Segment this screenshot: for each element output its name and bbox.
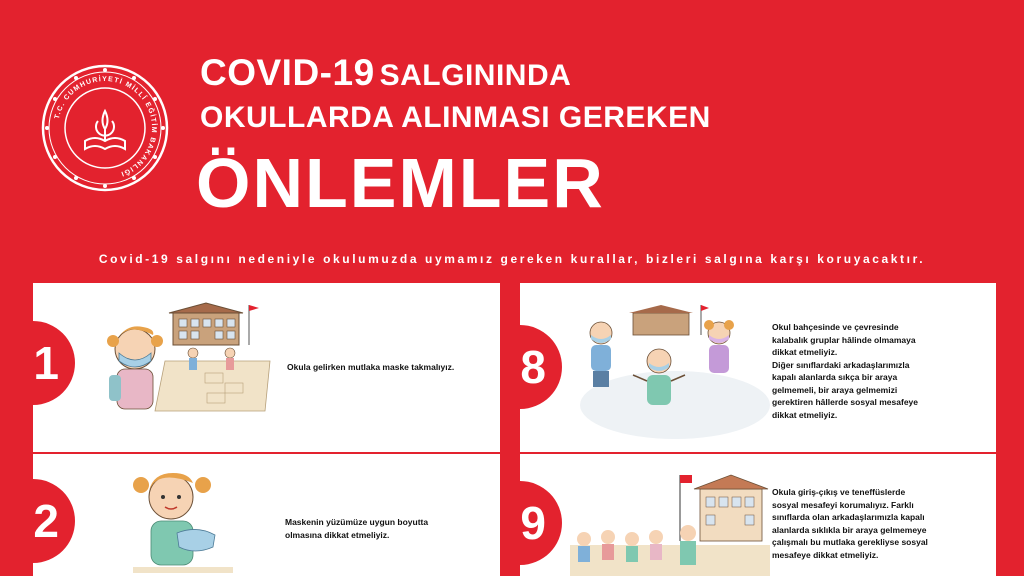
rules-card-right xyxy=(520,283,996,576)
rule-8-line: gelmemeli, bir araya gelmemizi xyxy=(772,384,898,395)
rule-number-8: 8 xyxy=(520,325,562,409)
rule-2-line: Maskenin yüzümüze uygun boyutta xyxy=(285,517,429,527)
title-line-1 xyxy=(200,52,571,94)
card-divider xyxy=(33,452,500,454)
title-line-2: OKULLARDA ALINMASI GEREKEN xyxy=(200,101,711,134)
rule-9-line: alanlarda sıklıkla bir araya gelmemeye xyxy=(772,524,927,535)
ministry-seal-logo xyxy=(40,63,170,193)
illustration-kids-distance-icon xyxy=(575,305,775,445)
rule-8-line: kapalı alanlarda sıkça bir araya xyxy=(772,372,898,382)
rule-8-line: Okul bahçesinde ve çevresinde xyxy=(772,322,899,332)
card-divider xyxy=(520,452,996,454)
rule-8-line: dikkat etmeliyiz. xyxy=(772,409,838,420)
subtitle: Covid-19 salgını nedeniyle okulumuzda uymamız gereken kurallar, bizleri salgına karşı koruyacaktır. xyxy=(98,252,926,266)
rule-9-line: Okula giriş-çıkış ve teneffüslerde xyxy=(772,487,906,497)
illustration-girl-mask-icon xyxy=(123,463,243,576)
title-covid: COVID-19 xyxy=(200,52,375,93)
rule-number-2: 2 xyxy=(33,479,75,563)
rule-9-line: sosyal mesafeyi korumalıyız. Farklı xyxy=(772,499,914,510)
illustration-school-entrance-icon xyxy=(570,471,770,576)
title-salgininda: SALGININDA xyxy=(379,59,572,92)
rule-8-line: dikkat etmeliyiz. xyxy=(772,347,838,357)
rule-2-text xyxy=(285,516,428,541)
rule-1-line: Okula gelirken mutlaka maske takmalıyız. xyxy=(287,362,455,372)
rule-8-text xyxy=(772,321,918,421)
rule-9-line: çalışmalı bu mutlaka gerekliyse sosyal xyxy=(772,537,928,547)
rule-9-line: mesafeye dikkat etmeliyiz. xyxy=(772,549,879,560)
seal-text: T.C. CUMHURİYETİ MİLLÎ EĞİTİM BAKANLIĞI xyxy=(53,75,158,178)
title-onlemler: ÖNLEMLER xyxy=(196,144,605,222)
rule-9-line: sınıflarda olan arkadaşlarımızla kapalı xyxy=(772,512,925,522)
rule-8-line: kalabalık gruplar hâlinde olmamaya xyxy=(772,334,916,345)
rule-8-line: Diğer sınıflardaki arkadaşlarımızla xyxy=(772,359,910,370)
rule-number-9: 9 xyxy=(520,481,562,565)
rule-8-line: gerektiren hâllerde sosyal mesafeye xyxy=(772,397,918,407)
rule-1-text xyxy=(287,361,454,374)
rules-card-left xyxy=(33,283,500,576)
rule-9-text xyxy=(772,486,928,561)
illustration-child-school-icon xyxy=(95,301,275,421)
rule-number-1: 1 xyxy=(33,321,75,405)
rule-2-line: olmasına dikkat etmeliyiz. xyxy=(285,529,390,540)
